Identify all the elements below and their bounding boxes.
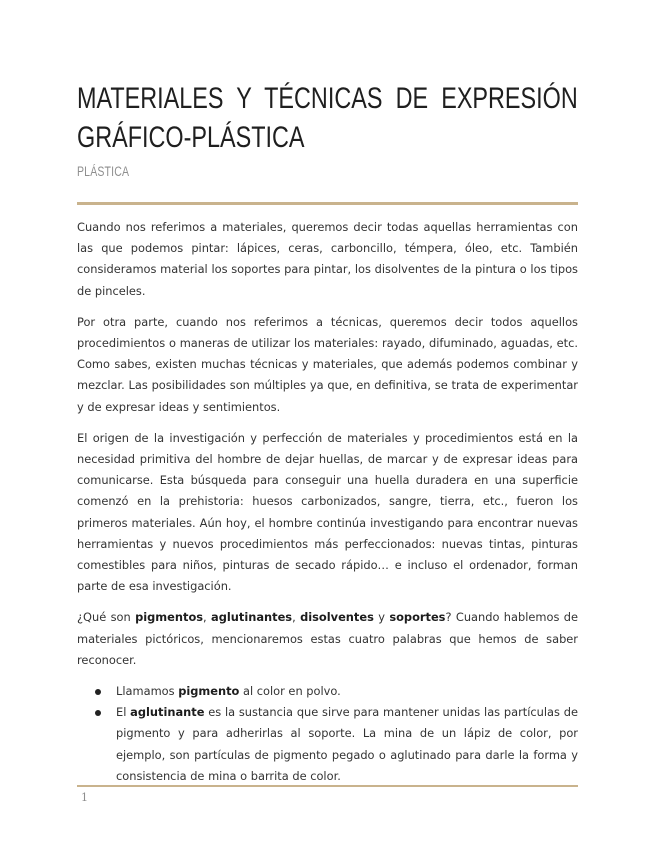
list-item-post: al color en polvo. xyxy=(239,684,341,699)
title-line-2: GRÁFICO-PLÁSTICA xyxy=(77,121,305,154)
paragraph-question xyxy=(77,607,578,671)
term-aglutinante: aglutinante xyxy=(130,705,205,720)
term-aglutinantes: aglutinantes xyxy=(211,610,293,625)
term-soportes: soportes xyxy=(389,610,446,625)
question-text-4: y xyxy=(373,610,390,625)
bottom-divider xyxy=(77,785,578,787)
list-item-pigmento xyxy=(77,681,578,702)
paragraph-tecnicas: Por otra parte, cuando nos referimos a técnicas, queremos decir todos aquellos procedimientos o maneras de utilizar los materiales: rayado, difuminado, aguadas, etc. Como sabes, existen muchas técnicas y materiales, que además podemos combinar y mezclar. Las posibilidades son múltiples ya que, en definitiva, se trata de experimentar y de expresar ideas y sentimientos. xyxy=(77,314,578,414)
question-text-1: ¿Qué son xyxy=(77,610,136,625)
bullet-icon xyxy=(95,710,101,716)
list-item-pre: El xyxy=(116,705,131,720)
top-divider xyxy=(77,202,578,205)
list-item-post: es la sustancia que sirve para mantener unidas las partículas de pigmento y para adherirlas al soporte. La mina de un lápiz de color, por ejemplo, son partículas de pigmento pegado o aglutinado para darle la forma y consistencia de mina o barrita de color. xyxy=(116,705,578,783)
document-title xyxy=(77,79,578,157)
document-body xyxy=(77,217,578,787)
paragraph-materiales: Cuando nos referimos a materiales, queremos decir todas aquellas herramientas con las que podemos pintar: lápices, ceras, carboncillo, témpera, óleo, etc. También consideramos material los soportes para pintar, los disolventes de la pintura o los tipos de pinceles. xyxy=(77,220,578,298)
definitions-list xyxy=(77,681,578,787)
question-text-2: , xyxy=(203,610,212,625)
document-subtitle: PLÁSTICA xyxy=(77,164,130,179)
term-pigmento: pigmento xyxy=(178,684,240,699)
list-item-aglutinante xyxy=(77,702,578,787)
term-pigmentos: pigmentos xyxy=(135,610,204,625)
term-disolventes: disolventes xyxy=(300,610,374,625)
list-item-pre: Llamamos xyxy=(116,684,179,699)
question-text-3: , xyxy=(292,610,301,625)
page-number: 1 xyxy=(81,791,88,804)
bullet-icon xyxy=(95,689,101,695)
paragraph-origen: El origen de la investigación y perfección de materiales y procedimientos está en la necesidad primitiva del hombre de dejar huellas, de marcar y de expresar ideas para comunicarse. Esta búsqueda para conseguir una huella duradera en una superficie comenzó en la prehistoria: huesos carbonizados, sangre, tierra, etc., fueron los primeros materiales. Aún hoy, el hombre continúa investigando para encontrar nuevas herramientas y nuevos procedimientos más perfeccionados: nuevas tintas, pinturas comestibles para niños, pinturas de secado rápido… e incluso el ordenador, forman parte de esa investigación. xyxy=(77,430,578,594)
document-page xyxy=(77,0,578,848)
question-text-5: ? Cuando hablemos de materiales pictóricos, mencionaremos estas cuatro palabras que hemos de saber reconocer. xyxy=(77,610,578,667)
title-line-1: MATERIALES Y TÉCNICAS DE EXPRESIÓN xyxy=(77,82,578,115)
